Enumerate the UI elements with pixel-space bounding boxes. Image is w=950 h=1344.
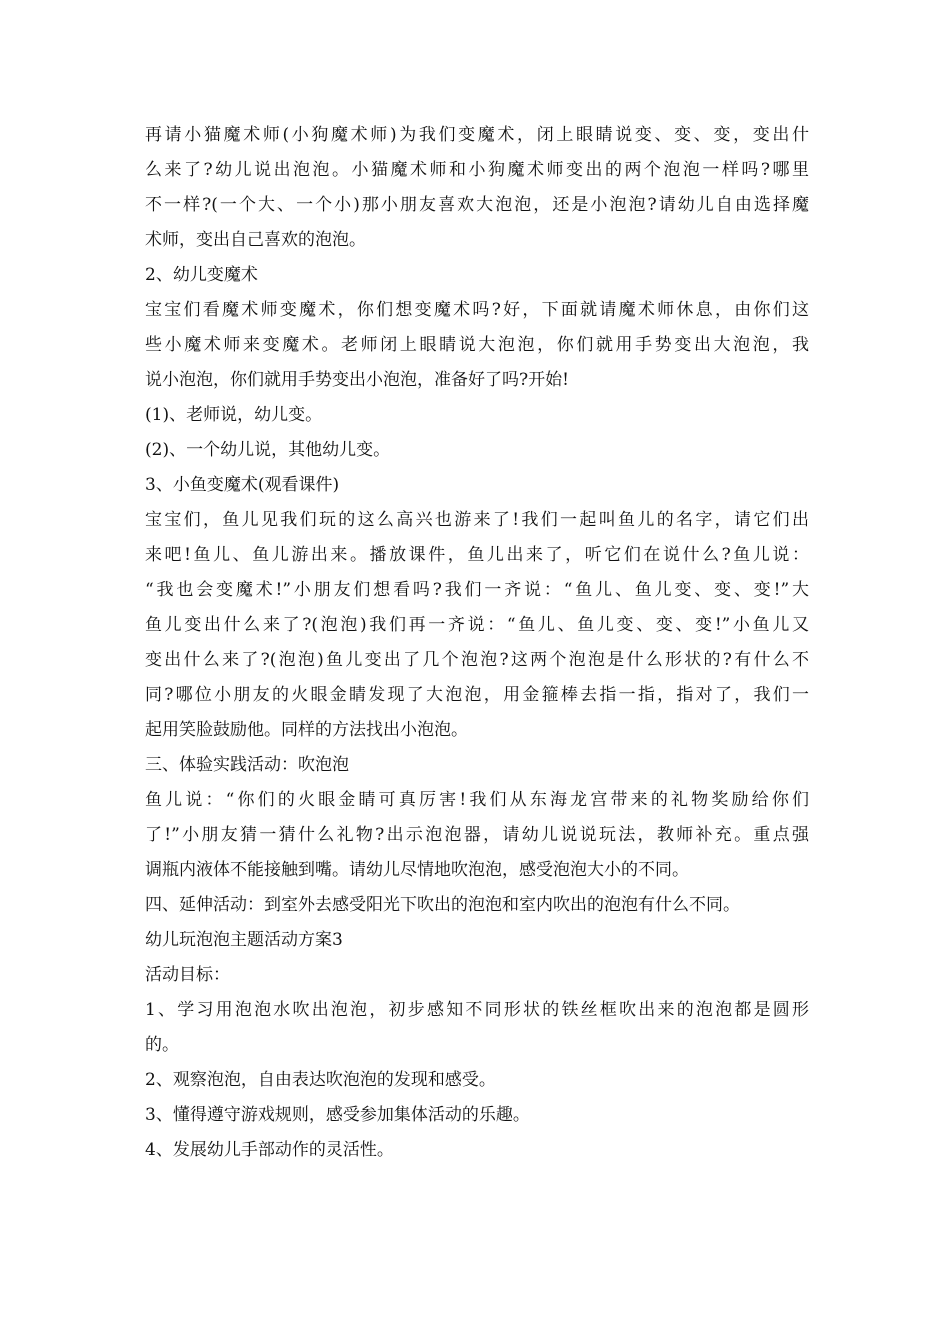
paragraph-line: 再请小猫魔术师(小狗魔术师)为我们变魔术，闭上眼睛说变、变、变，变出什 xyxy=(145,125,809,145)
document-title: 幼儿玩泡泡主题活动方案3 xyxy=(145,930,343,950)
paragraph-line: 起用笑脸鼓励他。同样的方法找出小泡泡。 xyxy=(145,720,468,740)
paragraph-line: 宝宝们看魔术师变魔术，你们想变魔术吗?好，下面就请魔术师休息，由你们这 xyxy=(145,300,809,320)
paragraph-line: 变出什么来了?(泡泡)鱼儿变出了几个泡泡?这两个泡泡是什么形状的?有什么不 xyxy=(145,650,809,670)
paragraph-line: 不一样?(一个大、一个小)那小朋友喜欢大泡泡，还是小泡泡?请幼儿自由选择魔 xyxy=(145,195,809,215)
section-heading: 3、小鱼变魔术(观看课件) xyxy=(145,475,340,495)
paragraph-line: 些小魔术师来变魔术。老师闭上眼睛说大泡泡，你们就用手势变出大泡泡，我 xyxy=(145,335,809,355)
paragraph-line: 么来了?幼儿说出泡泡。小猫魔术师和小狗魔术师变出的两个泡泡一样吗?哪里 xyxy=(145,160,809,180)
list-item: 4、发展幼儿手部动作的灵活性。 xyxy=(145,1140,394,1160)
paragraph-line: 了!”小朋友猜一猜什么礼物?出示泡泡器，请幼儿说说玩法，教师补充。重点强 xyxy=(145,825,809,845)
paragraph-line: 调瓶内液体不能接触到嘴。请幼儿尽情地吹泡泡，感受泡泡大小的不同。 xyxy=(145,860,689,880)
list-item: (2)、一个幼儿说，其他幼儿变。 xyxy=(145,440,391,460)
section-heading: 四、延伸活动：到室外去感受阳光下吹出的泡泡和室内吹出的泡泡有什么不同。 xyxy=(145,895,740,915)
list-item: 2、观察泡泡，自由表达吹泡泡的发现和感受。 xyxy=(145,1070,496,1090)
paragraph-line: 来吧!鱼儿、鱼儿游出来。播放课件，鱼儿出来了，听它们在说什么?鱼儿说： xyxy=(145,545,809,565)
paragraph-line: 术师，变出自己喜欢的泡泡。 xyxy=(145,230,366,250)
paragraph-line: 同?哪位小朋友的火眼金睛发现了大泡泡，用金箍棒去指一指，指对了，我们一 xyxy=(145,685,809,705)
paragraph-line: 宝宝们，鱼儿见我们玩的这么高兴也游来了!我们一起叫鱼儿的名字，请它们出 xyxy=(145,510,809,530)
paragraph-line: 鱼儿说：“你们的火眼金睛可真厉害!我们从东海龙宫带来的礼物奖励给你们 xyxy=(145,790,809,810)
paragraph-line: 说小泡泡，你们就用手势变出小泡泡，准备好了吗?开始! xyxy=(145,370,569,390)
list-item: 的。 xyxy=(145,1035,179,1055)
paragraph-line: 鱼儿变出什么来了?(泡泡)我们再一齐说：“鱼儿、鱼儿变、变、变!”小鱼儿又 xyxy=(145,615,809,635)
section-heading: 活动目标： xyxy=(145,965,230,985)
document-body xyxy=(145,118,809,1168)
list-item: 1、学习用泡泡水吹出泡泡，初步感知不同形状的铁丝框吹出来的泡泡都是圆形 xyxy=(145,1000,809,1020)
section-heading: 三、体验实践活动：吹泡泡 xyxy=(145,755,349,775)
list-item: (1)、老师说，幼儿变。 xyxy=(145,405,323,425)
list-item: 3、懂得遵守游戏规则，感受参加集体活动的乐趣。 xyxy=(145,1105,530,1125)
paragraph-line: “我也会变魔术!”小朋友们想看吗?我们一齐说：“鱼儿、鱼儿变、变、变!”大 xyxy=(145,580,809,600)
section-heading: 2、幼儿变魔术 xyxy=(145,265,258,285)
